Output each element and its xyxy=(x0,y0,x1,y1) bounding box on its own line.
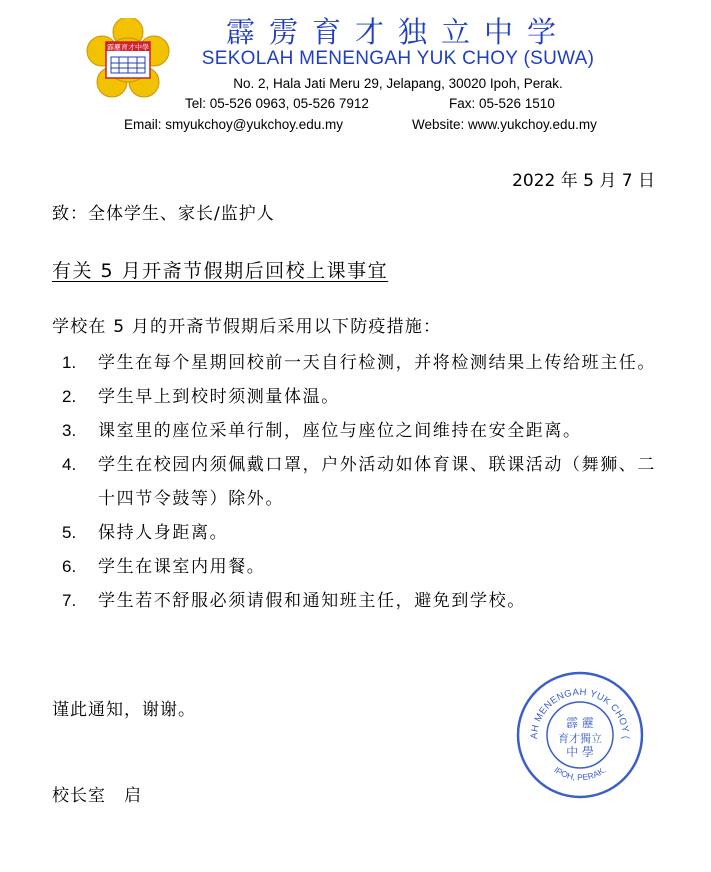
list-item: 2. 学生早上到校时须测量体温。 xyxy=(62,387,340,407)
telephone: Tel: 05-526 0963, 05-526 7912 xyxy=(185,96,369,111)
closing-remark: 谨此通知，谢谢。 xyxy=(52,700,196,720)
logo-text: 霹靂育才中學 xyxy=(107,43,149,52)
school-address: No. 2, Hala Jati Meru 29, Jelapang, 30020 Ipoh, Perak. xyxy=(233,76,563,91)
school-logo xyxy=(86,18,170,102)
recipient: 致：全体学生、家长/监护人 xyxy=(52,204,275,224)
signature: 校长室 启 xyxy=(52,786,142,806)
list-item: 7. 学生若不舒服必须请假和通知班主任，避免到学校。 xyxy=(62,591,526,611)
measure-text: 保持人身距离。 xyxy=(98,523,229,543)
measure-text: 学生在课室内用餐。 xyxy=(98,557,266,577)
stamp-bottom-text: IPOH, PERAK. xyxy=(552,764,608,783)
website: Website: www.yukchoy.edu.my xyxy=(412,117,597,132)
school-name-chinese: 霹雳育才独立中学 xyxy=(225,15,570,49)
official-stamp xyxy=(515,670,645,800)
stamp-ring-text: AH MENENGAH YUK CHOY ( xyxy=(528,686,632,740)
email: Email: smyukchoy@yukchoy.edu.my xyxy=(124,117,344,132)
stamp-center-line-2: 育才獨立 xyxy=(558,732,602,745)
stamp-center-line-1: 霹 靂 xyxy=(566,716,594,730)
fax: Fax: 05-526 1510 xyxy=(449,96,555,111)
list-item: 6. 学生在课室内用餐。 xyxy=(62,557,266,577)
measure-text: 学生在校园内须佩戴口罩，户外活动如体育课、联课活动（舞狮、二十四节令鼓等）除外。 xyxy=(98,455,656,509)
list-item: 3. 课室里的座位采单行制，座位与座位之间维持在安全距离。 xyxy=(62,421,582,441)
list-item: 5. 保持人身距离。 xyxy=(62,523,229,543)
intro-paragraph: 学校在 5 月的开斋节假期后采用以下防疫措施： xyxy=(52,317,442,337)
stamp-center-line-3: 中 學 xyxy=(566,745,594,759)
measures-list xyxy=(62,346,672,618)
list-item: 4. 学生在校园内须佩戴口罩，户外活动如体育课、联课活动（舞狮、二十四节令鼓等）除外。 xyxy=(62,455,656,509)
letter-subject: 有关 5 月开斋节假期后回校上课事宜 xyxy=(52,260,389,282)
school-name-english: SEKOLAH MENENGAH YUK CHOY (SUWA) xyxy=(201,48,595,69)
measure-text: 课室里的座位采单行制，座位与座位之间维持在安全距离。 xyxy=(98,421,582,441)
measure-text: 学生早上到校时须测量体温。 xyxy=(98,387,340,407)
measure-text: 学生若不舒服必须请假和通知班主任，避免到学校。 xyxy=(98,591,526,611)
list-item: 1. 学生在每个星期回校前一天自行检测，并将检测结果上传给班主任。 xyxy=(62,353,656,373)
measure-text: 学生在每个星期回校前一天自行检测，并将检测结果上传给班主任。 xyxy=(98,353,656,373)
letter-date: 2022 年 5 月 7 日 xyxy=(512,171,655,191)
